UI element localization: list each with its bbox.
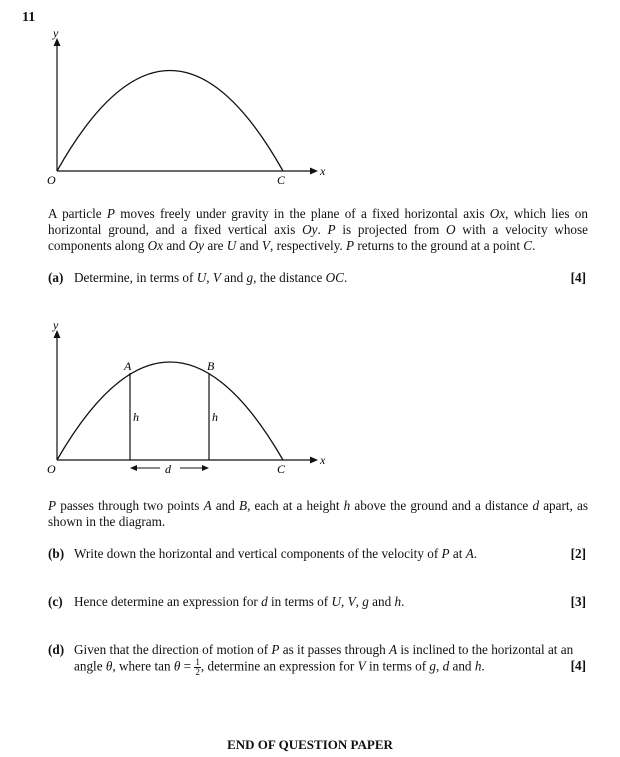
point-c-label: C — [277, 173, 286, 187]
part-c-label: (c) — [48, 594, 63, 609]
trajectory-curve — [57, 362, 283, 460]
intro-paragraph: A particle P moves freely under gravity in the plane of a fixed horizontal axis Ox, which lies on horizontal ground, and a fixed vertical axis Oy. P is projected from O with a velocity whose components along Ox and Oy are U and V, respectively. P returns to the ground at a point C. — [48, 206, 588, 253]
height-b-label: h — [212, 410, 218, 424]
part-b-label: (b) — [48, 546, 65, 561]
y-axis-label: y — [53, 26, 59, 40]
part-a-marks: [4] — [570, 270, 586, 285]
y-axis-label: y — [53, 318, 59, 332]
part-b-marks: [2] — [570, 546, 586, 561]
distance-arrow-right-head-icon — [202, 465, 209, 471]
x-axis-label: x — [320, 453, 326, 467]
part-c-marks: [3] — [570, 594, 586, 609]
x-axis-label: x — [320, 164, 326, 178]
trajectory-points-diagram — [40, 318, 340, 483]
distance-arrow-left-head-icon — [130, 465, 137, 471]
x-axis-arrow-icon — [310, 457, 318, 464]
trajectory-curve — [57, 71, 283, 172]
part-b-text: Write down the horizontal and vertical components of the velocity of P at A. — [74, 546, 478, 561]
point-a-label: A — [124, 359, 132, 373]
part-d-text: Given that the direction of motion of P as it passes through A is inclined to the horizontal at an angle θ, where tan θ = $\frac{1}{2}$ , determine an expression for V in terms of g, d and h. — [74, 642, 574, 677]
question-number: 11 — [22, 10, 36, 25]
part-c-text: Hence determine an expression for d in terms of U, V, g and h. — [74, 594, 405, 609]
height-a-label: h — [133, 410, 139, 424]
trajectory-diagram — [40, 24, 340, 189]
part-a-label: (a) — [48, 270, 64, 285]
origin-label: O — [47, 173, 56, 187]
origin-label: O — [47, 462, 56, 476]
fraction-one-half: $\frac{1}{2}$ — [195, 657, 200, 677]
point-b-label: B — [207, 359, 215, 373]
x-axis-arrow-icon — [310, 168, 318, 175]
end-of-paper: END OF QUESTION PAPER — [227, 737, 393, 752]
middle-paragraph: P passes through two points A and B, each at a height h above the ground and a distance d apart, as shown in the diagram. — [48, 498, 588, 529]
distance-label: d — [165, 462, 171, 476]
point-c-label: C — [277, 462, 286, 476]
part-d-marks: [4] — [570, 658, 586, 673]
part-a-text: Determine, in terms of U, V and g, the distance OC. — [74, 270, 348, 285]
part-d-label: (d) — [48, 642, 65, 657]
